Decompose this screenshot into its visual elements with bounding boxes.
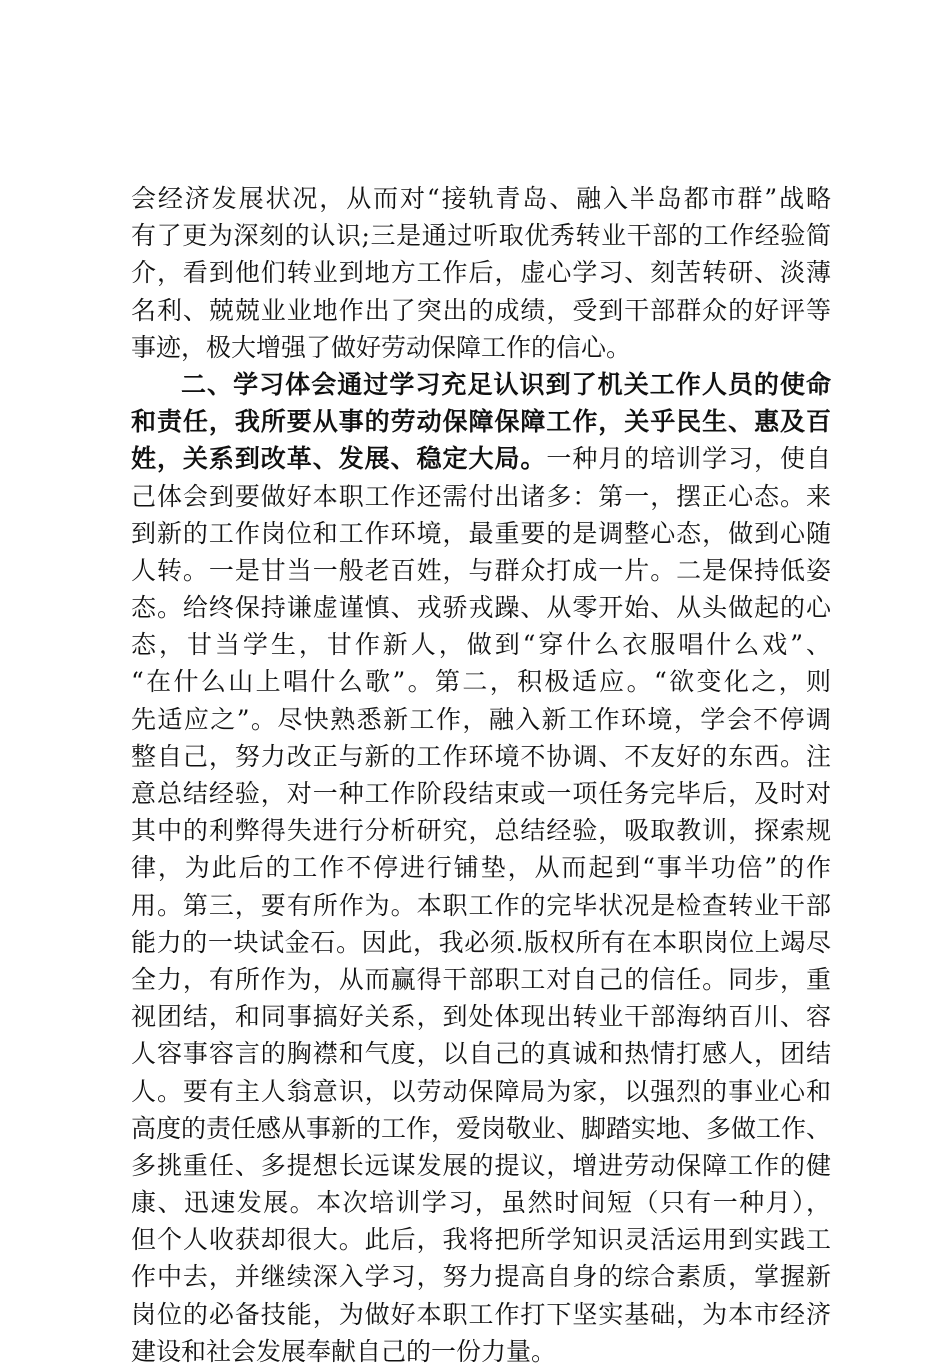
- text-line: 名利、兢兢业业地作出了突出的成绩，受到干部群众的好评等: [131, 295, 831, 325]
- text-line: 全力，有所作为，从而赢得干部职工对自己的信任。同步，重: [131, 964, 831, 994]
- text-line: 先适应之”。尽快熟悉新工作，融入新工作环境，学会不停调: [131, 704, 831, 734]
- text-line: 人容事容言的胸襟和气度，以自己的真诚和热情打感人，团结: [131, 1039, 831, 1069]
- body-text: [131, 180, 831, 1370]
- text-line: 有了更为深刻的认识;三是通过听取优秀转业干部的工作经验简: [131, 221, 831, 251]
- text-line: 己体会到要做好本职工作还需付出诸多：第一，摆正心态。来: [131, 481, 831, 511]
- text-line: 律，为此后的工作不停进行铺垫，从而起到“事半功倍”的作: [131, 853, 831, 883]
- text-line: 会经济发展状况，从而对“接轨青岛、融入半岛都市群”战略: [131, 184, 831, 213]
- text-line: 岗位的必备技能，为做好本职工作打下坚实基础，为本市经济: [131, 1299, 831, 1329]
- text-line: 整自己，努力改正与新的工作环境不协调、不友好的东西。注: [131, 741, 831, 771]
- text-line: 意总结经验，对一种工作阶段结束或一项任务完毕后，及时对: [131, 779, 831, 808]
- bold-text: 姓，关系到改革、发展、稳定大局。: [131, 444, 547, 474]
- plain-text: 一种月的培训学习，使自: [546, 444, 831, 474]
- text-line: 态，甘当学生，甘作新人，做到“穿什么衣服唱什么戏”、: [131, 630, 831, 660]
- text-line: 人。要有主人翁意识，以劳动保障局为家，以强烈的事业心和: [131, 1076, 831, 1106]
- text-line: 其中的利弊得失进行分析研究，总结经验，吸取教训，探索规: [131, 816, 831, 846]
- section-heading-line: 二、学习体会通过学习充足认识到了机关工作人员的使命: [181, 369, 831, 399]
- text-line: [131, 440, 831, 477]
- text-line: 多挑重任、多提想长远谋发展的提议，增进劳动保障工作的健: [131, 1150, 831, 1180]
- text-line: 作中去，并继续深入学习，努力提高自身的综合素质，掌握新: [131, 1262, 831, 1292]
- text-line: 到新的工作岗位和工作环境，最重要的是调整心态，做到心随: [131, 518, 831, 548]
- text-line: 康、迅速发展。本次培训学习，虽然时间短（只有一种月），: [131, 1188, 831, 1218]
- text-line: 介，看到他们转业到地方工作后，虚心学习、刻苦转研、淡薄: [131, 258, 831, 288]
- text-line: 能力的一块试金石。因此，我必须.版权所有在本职岗位上竭尽: [131, 927, 831, 957]
- text-line: 建设和社会发展奉献自己的一份力量。: [131, 1336, 557, 1366]
- text-line: 态。给终保持谦虚谨慎、戎骄戎躁、从零开始、从头做起的心: [131, 593, 831, 623]
- text-line: 高度的责任感从事新的工作，爱岗敬业、脚踏实地、多做工作、: [131, 1113, 832, 1143]
- text-line: “在什么山上唱什么歌”。第二，积极适应。“欲变化之，则: [131, 667, 831, 697]
- text-line: 人转。一是甘当一般老百姓，与群众打成一片。二是保持低姿: [131, 555, 831, 585]
- text-line: 用。第三，要有所作为。本职工作的完毕状况是检查转业干部: [131, 890, 831, 920]
- text-line: 和责任，我所要从事的劳动保障保障工作，关乎民生、惠及百: [131, 407, 831, 437]
- text-line: 但个人收获却很大。此后，我将把所学知识灵活运用到实践工: [131, 1225, 831, 1255]
- text-line: 视团结，和同事搞好关系，到处体现出转业干部海纳百川、容: [131, 1002, 831, 1032]
- text-line: 事迹，极大增强了做好劳动保障工作的信心。: [131, 332, 632, 362]
